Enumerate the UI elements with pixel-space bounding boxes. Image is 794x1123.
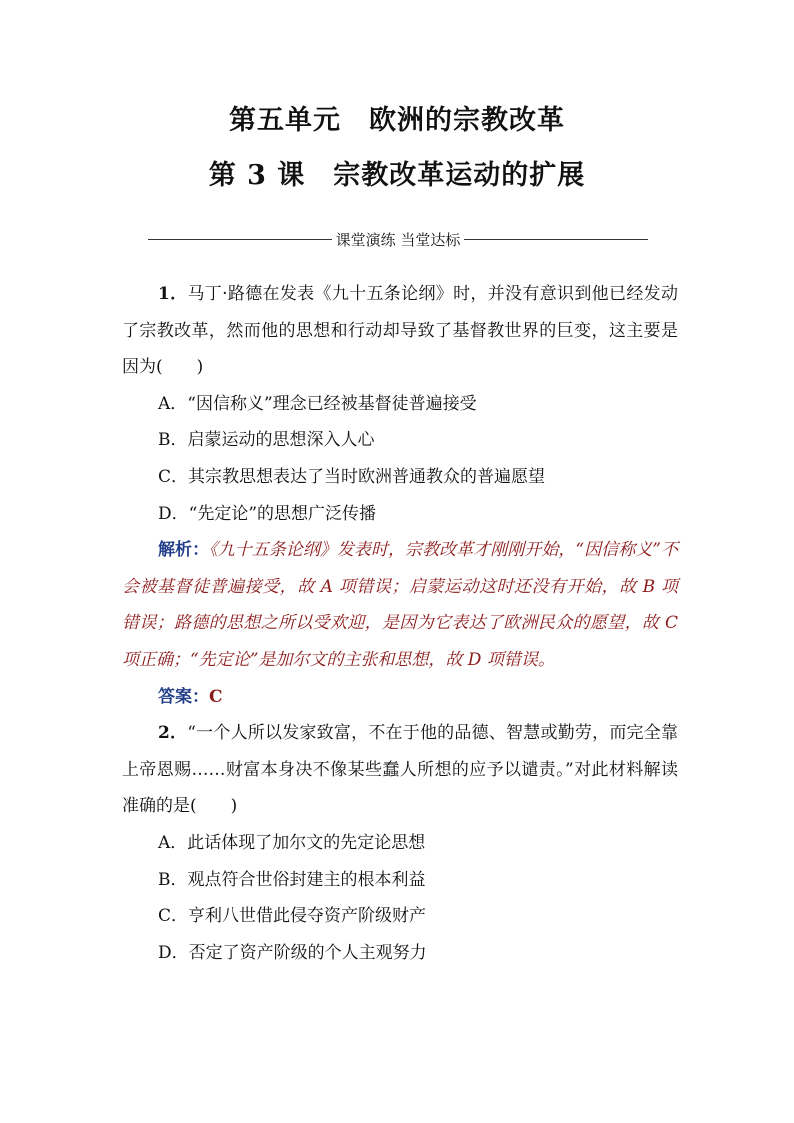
lesson-title: 第 3 课 宗教改革运动的扩展: [208, 160, 586, 191]
question-1-text: 马丁·路德在发表《九十五条论纲》时，并没有意识到他已经发动了宗教改革，然而他的思想和行动却导致了基督教世界的巨变，这主要是因为( ): [122, 284, 678, 378]
question-1-stem: [122, 276, 678, 386]
question-1-analysis: [122, 532, 678, 678]
question-2-number: 2．: [158, 723, 188, 744]
question-2-option-d: D．否定了资产阶级的个人主观努力: [158, 942, 427, 963]
question-2-option-b: B．观点符合世俗封建主的根本利益: [158, 869, 426, 890]
question-2-text: “一个人所以发家致富，不在于他的品德、智慧或勤劳，而完全靠上帝恩赐……财富本身决不像某些蠢人所想的应予以谴责。”对此材料解读准确的是( ): [122, 723, 678, 817]
analysis-label: 解析：: [158, 540, 210, 561]
section-divider: [148, 228, 648, 250]
analysis-text: 《九十五条论纲》发表时，宗教改革才刚刚开始，“因信称义”不会被基督徒普遍接受，故 A 项错误；启蒙运动这时还没有开始，故 B 项错误；路德的思想之所以受欢迎，是因为它表达了欧洲民众的愿望，故 C 项正确；“先定论”是加尔文的主张和思想，故 D 项错误。: [122, 540, 678, 670]
question-1-option-c: C．其宗教思想表达了当时欧洲普通教众的普遍愿望: [158, 466, 546, 487]
answer-label: 答案：: [158, 686, 209, 707]
question-1-answer: [122, 679, 678, 716]
question-2-stem: [122, 715, 678, 825]
question-2-option-c: C．亨利八世借此侵夺资产阶级财产: [158, 906, 427, 927]
divider-line-right: [464, 239, 648, 240]
unit-title: 第五单元 欧洲的宗教改革: [229, 105, 565, 136]
answer-value: C: [209, 686, 223, 707]
question-2-option-a: A．此话体现了加尔文的先定论思想: [158, 832, 426, 853]
question-1-option-b: B．启蒙运动的思想深入人心: [158, 430, 375, 451]
question-1-option-d: D．“先定论”的思想广泛传播: [158, 503, 377, 524]
question-1-option-a: A．“因信称义”理念已经被基督徒普遍接受: [158, 393, 477, 414]
question-1-number: 1．: [158, 284, 188, 304]
questions-content: [122, 276, 678, 971]
section-label: 课堂演练 当堂达标: [335, 230, 461, 249]
divider-line-left: [148, 239, 332, 240]
